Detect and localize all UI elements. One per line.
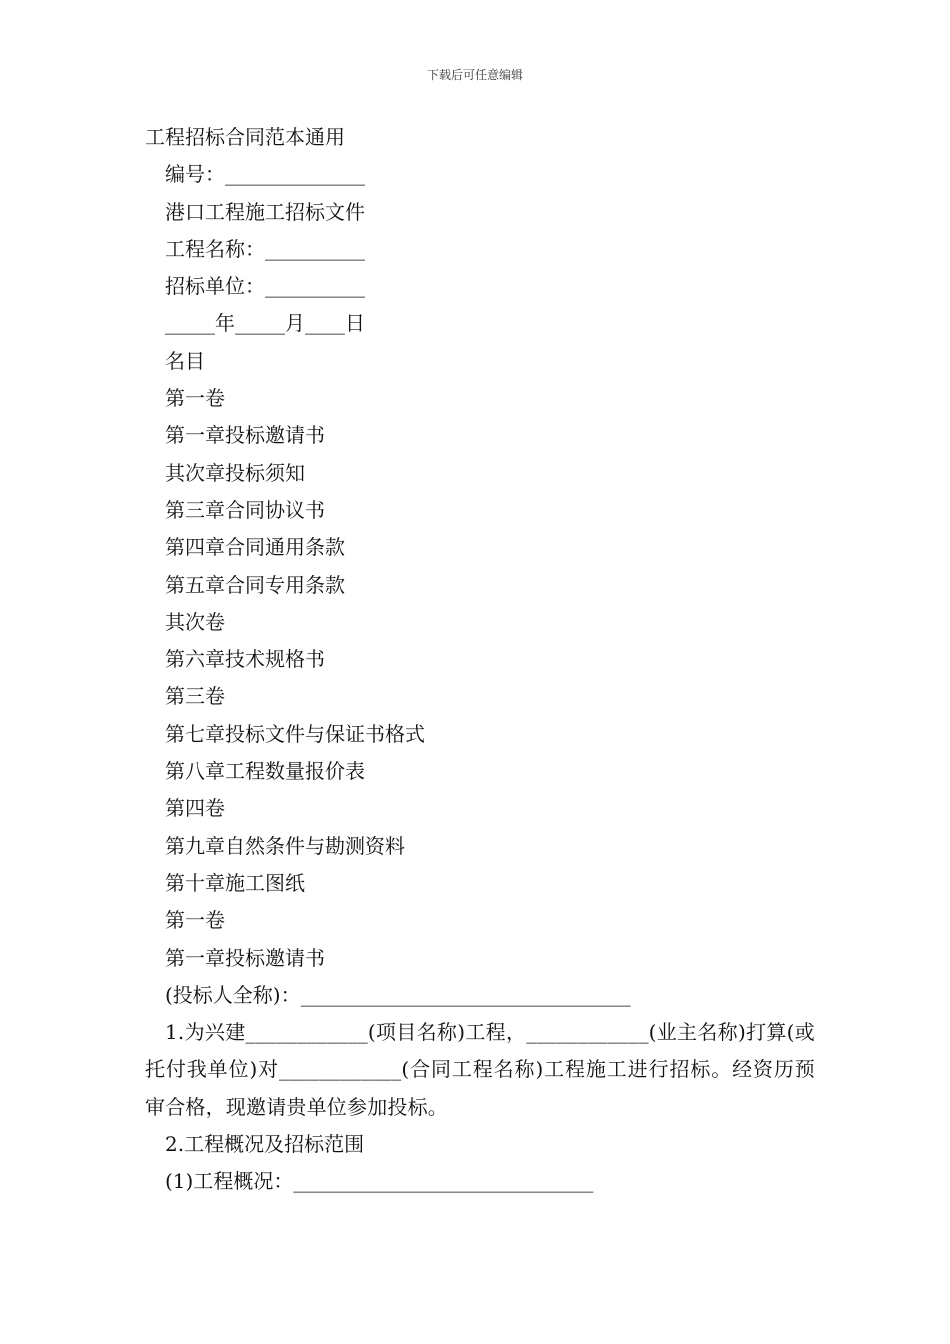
- field-project-name: 工程名称：__________: [165, 236, 365, 261]
- section-volume-heading: 第一卷: [165, 908, 225, 933]
- toc-item: 第六章技术规格书: [165, 647, 325, 672]
- toc-item: 第四章合同通用条款: [165, 535, 345, 560]
- document-title: 工程招标合同范本通用: [145, 125, 345, 149]
- toc-item: 其次章投标须知: [165, 460, 305, 485]
- toc-item: 第一章投标邀请书: [165, 423, 325, 448]
- section-chapter-heading: 第一章投标邀请书: [165, 945, 325, 970]
- field-tender-unit: 招标单位：__________: [165, 274, 365, 299]
- field-project-overview: (1)工程概况：______________________________: [165, 1169, 594, 1194]
- field-date: _____年_____月____日: [165, 311, 365, 336]
- toc-item: 第七章投标文件与保证书格式: [165, 721, 425, 746]
- header-note: 下载后可任意编辑: [426, 68, 523, 82]
- toc-item: 第五章合同专用条款: [165, 572, 345, 597]
- toc-item: 第三章合同协议书: [165, 497, 325, 522]
- field-bidder-name: (投标人全称)：_________________________________: [165, 982, 631, 1007]
- section-heading: 2.工程概况及招标范围: [165, 1132, 365, 1157]
- paragraph-invitation: 1.为兴建____________(项目名称)工程，____________(业主名称)打算(或托付我单位)对____________(合同工程名称)工程施工进行招标。经资历预审合格，现邀请贵单位参加投标。: [145, 1020, 815, 1119]
- toc-item: 第九章自然条件与勘测资料: [165, 833, 405, 858]
- document-subtitle: 港口工程施工招标文件: [165, 199, 365, 224]
- field-number: 编号：______________: [165, 162, 365, 187]
- toc-item: 第四卷: [165, 796, 225, 821]
- toc-item: 第八章工程数量报价表: [165, 759, 365, 784]
- toc-heading: 名目: [165, 348, 205, 373]
- toc-item: 第三卷: [165, 684, 225, 709]
- document-body: [145, 119, 815, 1201]
- toc-item: 第一卷: [165, 386, 225, 411]
- toc-item: 第十章施工图纸: [165, 870, 305, 895]
- toc-item: 其次卷: [165, 609, 225, 634]
